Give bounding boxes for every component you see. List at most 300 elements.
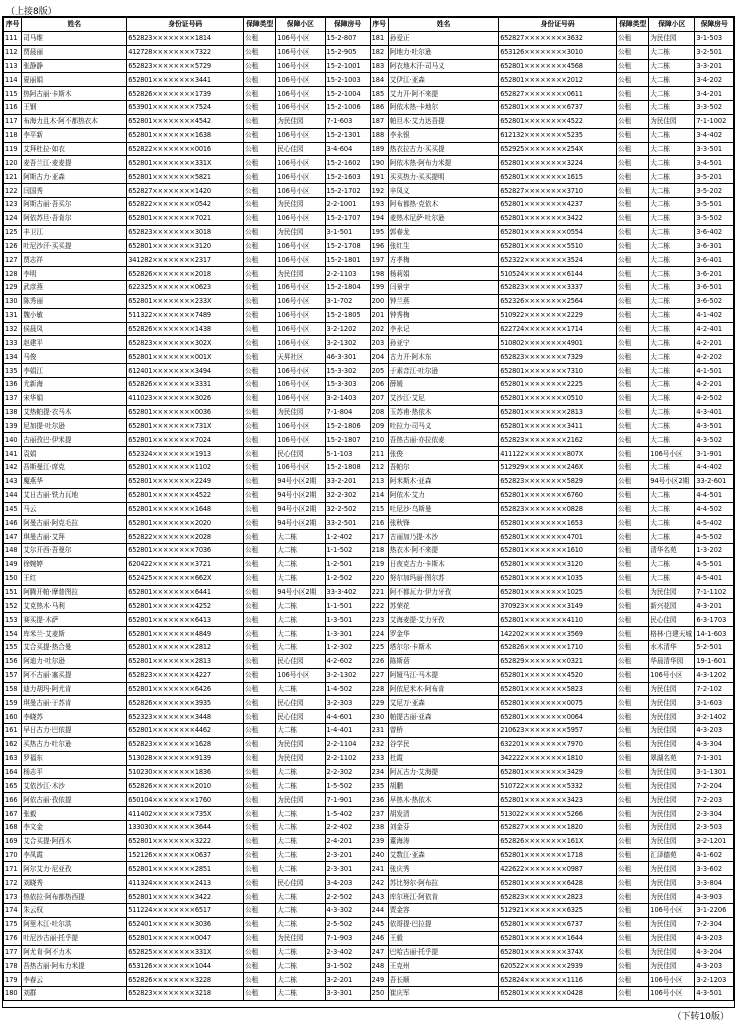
table-cell: 244 <box>370 904 388 918</box>
table-cell: 公租 <box>617 627 649 641</box>
table-cell: 公租 <box>617 710 649 724</box>
col-header: 序号 <box>4 18 22 32</box>
table-cell: 艾合买提·阿西木 <box>22 834 127 848</box>
table-cell: 公租 <box>244 87 276 101</box>
table-cell: 1-5-502 <box>325 779 370 793</box>
table-cell: 652801××××××××4522 <box>127 488 244 502</box>
table-cell: 大二栋 <box>276 682 325 696</box>
table-cell: 113 <box>4 59 22 73</box>
table-cell: 46-3-301 <box>325 350 370 364</box>
table-cell: 15-2-1801 <box>325 253 370 267</box>
col-header: 保障房号 <box>325 18 370 32</box>
table-row <box>4 820 734 834</box>
table-cell: 3-4-402 <box>695 128 734 142</box>
table-cell: 公租 <box>244 544 276 558</box>
table-cell: 214 <box>370 488 388 502</box>
table-row <box>4 848 734 862</box>
table-cell: 为民佳园 <box>276 751 325 765</box>
table-cell: 225 <box>370 640 388 654</box>
table-cell: 167 <box>4 807 22 821</box>
table-cell: 106号小区 <box>276 59 325 73</box>
table-cell: 公租 <box>617 820 649 834</box>
table-cell: 1-4-502 <box>325 682 370 696</box>
table-cell: 141 <box>4 447 22 461</box>
table-cell: 652823××××××××5829 <box>499 474 617 488</box>
table-cell: 张俊 <box>388 447 498 461</box>
table-cell: 2-2-402 <box>325 820 370 834</box>
table-cell: 341282××××××××2317 <box>127 253 244 267</box>
table-cell: 大二栋 <box>276 599 325 613</box>
table-cell: 652829××××××××0321 <box>499 654 617 668</box>
table-cell: 112 <box>4 45 22 59</box>
table-cell: 7-1-903 <box>325 931 370 945</box>
table-cell: 15-2-1602 <box>325 156 370 170</box>
table-cell: 大二栋 <box>649 502 695 516</box>
table-cell: 1-2-402 <box>325 530 370 544</box>
table-cell: 3-5-202 <box>695 184 734 198</box>
table-cell: 128 <box>4 267 22 281</box>
table-row <box>4 87 734 101</box>
table-row <box>4 184 734 198</box>
table-cell: 公租 <box>617 461 649 475</box>
table-cell: 2-3-301 <box>325 862 370 876</box>
table-cell: 武彦燕 <box>22 281 127 295</box>
table-cell: 121 <box>4 170 22 184</box>
table-row <box>4 502 734 516</box>
table-cell: 公租 <box>244 142 276 156</box>
table-cell: 公租 <box>617 890 649 904</box>
table-cell: 15-2-1808 <box>325 461 370 475</box>
table-cell: 公租 <box>244 682 276 696</box>
table-row <box>4 142 734 156</box>
table-cell: 阿斯古丽·吾买尔 <box>22 197 127 211</box>
table-cell: 胡发清 <box>388 807 498 821</box>
table-cell: 652801××××××××1644 <box>499 931 617 945</box>
table-cell: 水木清华 <box>649 640 695 654</box>
table-cell: 公租 <box>244 211 276 225</box>
table-cell: 孙亚宁 <box>388 336 498 350</box>
table-cell: 公租 <box>244 654 276 668</box>
table-cell: 652801××××××××374X <box>499 945 617 959</box>
table-cell: 公租 <box>617 834 649 848</box>
table-cell: 为民佳园 <box>649 834 695 848</box>
table-cell: 233 <box>370 751 388 765</box>
table-row <box>4 945 734 959</box>
table-cell: 120 <box>4 156 22 170</box>
table-cell: 106号小区 <box>276 156 325 170</box>
table-cell: 尼加提·吐尔逊 <box>22 419 127 433</box>
table-cell: 3-6-301 <box>695 239 734 253</box>
table-cell: 新兴花园 <box>649 599 695 613</box>
table-cell: 183 <box>370 59 388 73</box>
table-cell: 94号小区2期 <box>276 474 325 488</box>
table-row <box>4 890 734 904</box>
table-cell: 223 <box>370 613 388 627</box>
table-cell: 2-3-402 <box>325 945 370 959</box>
table-cell: 艾海麦提·艾力牙孜 <box>388 613 498 627</box>
table-cell: 阿布都热·克依木 <box>388 197 498 211</box>
table-cell: 652801××××××××4252 <box>127 599 244 613</box>
table-cell: 3-2-1201 <box>695 834 734 848</box>
table-cell: 4-1-602 <box>695 848 734 862</box>
table-cell: 麦热木尼萨·吐尔逊 <box>388 211 498 225</box>
table-cell: 崔庆军 <box>388 987 498 1001</box>
table-cell: 111 <box>4 31 22 45</box>
table-row <box>4 751 734 765</box>
table-cell: 189 <box>370 142 388 156</box>
table-row <box>4 613 734 627</box>
table-row <box>4 807 734 821</box>
table-cell: 411324××××××××2413 <box>127 876 244 890</box>
table-cell: 211 <box>370 447 388 461</box>
table-cell: 2-2-1102 <box>325 751 370 765</box>
table-cell: 127 <box>4 253 22 267</box>
table-cell: 为民佳园 <box>276 197 325 211</box>
table-cell: 阿依尼米木·阿布肯 <box>388 682 498 696</box>
table-cell: 652801××××××××1610 <box>499 544 617 558</box>
table-cell: 130 <box>4 294 22 308</box>
table-cell: 公租 <box>244 419 276 433</box>
table-cell: 日夜克古力·卡斯木 <box>388 557 498 571</box>
table-cell: 公租 <box>617 156 649 170</box>
table-cell: 公租 <box>244 737 276 751</box>
table-cell: 买买热力·买买提明 <box>388 170 498 184</box>
table-cell: 15-2-807 <box>325 31 370 45</box>
table-row <box>4 834 734 848</box>
table-cell: 1-2-302 <box>325 640 370 654</box>
table-cell: 510802××××××××4901 <box>499 336 617 350</box>
table-cell: 168 <box>4 820 22 834</box>
table-cell: 632201××××××××7970 <box>499 737 617 751</box>
table-cell: 652826××××××××1710 <box>499 640 617 654</box>
table-cell: 公租 <box>244 225 276 239</box>
table-cell: 库尔班江·阿依肯 <box>388 890 498 904</box>
table-cell: 146 <box>4 516 22 530</box>
table-cell: 公租 <box>244 433 276 447</box>
table-cell: 652801××××××××001X <box>127 350 244 364</box>
table-cell: 3-2-501 <box>695 45 734 59</box>
table-cell: 曾桥 <box>388 724 498 738</box>
table-cell: 公租 <box>617 599 649 613</box>
table-cell: 511224××××××××6517 <box>127 904 244 918</box>
table-cell: 李娟江 <box>22 364 127 378</box>
table-cell: 热衣拉古力·买买提 <box>388 142 498 156</box>
table-cell: 238 <box>370 820 388 834</box>
table-cell: 3-2-1402 <box>695 710 734 724</box>
table-cell: 15-2-1805 <box>325 308 370 322</box>
table-cell: 张红生 <box>388 239 498 253</box>
table-cell: 217 <box>370 530 388 544</box>
table-cell: 公租 <box>244 945 276 959</box>
table-cell: 大二栋 <box>276 613 325 627</box>
table-cell: 155 <box>4 640 22 654</box>
table-row <box>4 45 734 59</box>
table-cell: 192 <box>370 184 388 198</box>
table-cell: 杜霞 <box>388 751 498 765</box>
table-cell: 511322××××××××7489 <box>127 308 244 322</box>
table-row <box>4 696 734 710</box>
table-cell: 234 <box>370 765 388 779</box>
table-cell: 3-3-501 <box>695 142 734 156</box>
table-cell: 为民佳园 <box>649 917 695 931</box>
page-header: （上接8版） <box>6 7 57 17</box>
table-cell: 公租 <box>244 474 276 488</box>
table-cell: 袁娟 <box>22 447 127 461</box>
table-cell: 库米兰·艾麦斯 <box>22 627 127 641</box>
table-cell: 33-3-402 <box>325 585 370 599</box>
table-cell: 232 <box>370 737 388 751</box>
table-cell: 翠湖名苑 <box>649 751 695 765</box>
table-cell: 652801××××××××3224 <box>499 156 617 170</box>
table-cell: 民心佳园 <box>649 613 695 627</box>
table-cell: 民心佳园 <box>276 876 325 890</box>
table-cell: 124 <box>4 211 22 225</box>
col-header: 保障房号 <box>695 18 734 32</box>
table-cell: 4-2-602 <box>325 654 370 668</box>
table-cell: 652801××××××××0064 <box>499 710 617 724</box>
table-cell: 652823××××××××2823 <box>499 890 617 904</box>
table-cell: 652822××××××××2028 <box>127 530 244 544</box>
table-cell: 19-1-601 <box>695 654 734 668</box>
table-cell: 为民佳园 <box>276 267 325 281</box>
table-cell: 公租 <box>244 724 276 738</box>
table-cell: 公租 <box>617 59 649 73</box>
table-cell: 652801××××××××7310 <box>499 364 617 378</box>
table-cell: 吐尼沙·乌斯曼 <box>388 502 498 516</box>
table-cell: 117 <box>4 114 22 128</box>
table-cell: 公租 <box>244 862 276 876</box>
table-row <box>4 239 734 253</box>
table-cell: 652801××××××××4568 <box>499 59 617 73</box>
table-cell: 苏荣花 <box>388 599 498 613</box>
table-cell: 1-1-501 <box>325 599 370 613</box>
table-cell: 7-1-901 <box>325 793 370 807</box>
table-row <box>4 31 734 45</box>
table-cell: 249 <box>370 973 388 987</box>
table-cell: 142202××××××××3569 <box>499 627 617 641</box>
table-cell: 106号小区 <box>649 987 695 1001</box>
table-cell: 公租 <box>244 447 276 461</box>
table-cell: 3-2-1202 <box>325 322 370 336</box>
table-cell: 172 <box>4 876 22 890</box>
table-cell: 4-4-402 <box>695 461 734 475</box>
table-cell: 125 <box>4 225 22 239</box>
table-cell: 为民佳园 <box>649 710 695 724</box>
table-cell: 3-1-501 <box>325 225 370 239</box>
table-cell: 魏小敏 <box>22 308 127 322</box>
table-cell: 106号小区 <box>276 294 325 308</box>
table-cell: 652801××××××××0428 <box>499 987 617 1001</box>
table-cell: 174 <box>4 904 22 918</box>
table-cell: 阿地力·吐尔逊 <box>388 45 498 59</box>
table-cell: 刘群 <box>22 987 127 1001</box>
table-cell: 吾帕尔 <box>388 461 498 475</box>
table-cell: 大二栋 <box>276 571 325 585</box>
table-cell: 阿不都瓦力·伊力牙孜 <box>388 585 498 599</box>
table-cell: 139 <box>4 419 22 433</box>
table-cell: 公租 <box>244 239 276 253</box>
table-cell: 652801××××××××6737 <box>499 917 617 931</box>
table-cell: 大二栋 <box>276 904 325 918</box>
table-cell: 公租 <box>617 571 649 585</box>
table-cell: 3-1-1301 <box>695 765 734 779</box>
table-cell: 133030××××××××3644 <box>127 820 244 834</box>
table-cell: 公租 <box>244 627 276 641</box>
table-cell: 3-2-1302 <box>325 336 370 350</box>
table-cell: 205 <box>370 364 388 378</box>
table-cell: 652826××××××××1438 <box>127 322 244 336</box>
table-cell: 106号小区 <box>276 668 325 682</box>
table-cell: 公租 <box>244 377 276 391</box>
table-cell: 大二栋 <box>649 405 695 419</box>
table-cell: 公租 <box>617 862 649 876</box>
table-cell: 公租 <box>617 142 649 156</box>
table-cell: 200 <box>370 294 388 308</box>
table-cell: 106号小区 <box>649 447 695 461</box>
table-cell: 239 <box>370 834 388 848</box>
table-cell: 228 <box>370 682 388 696</box>
table-cell: 魔燕华 <box>22 474 127 488</box>
table-cell: 张庆秀 <box>388 862 498 876</box>
table-cell: 公租 <box>244 516 276 530</box>
table-cell: 652801××××××××6413 <box>127 613 244 627</box>
table-cell: 大二栋 <box>649 281 695 295</box>
table-cell: 公租 <box>244 613 276 627</box>
table-row <box>4 876 734 890</box>
table-row <box>4 585 734 599</box>
table-cell: 106号小区 <box>276 377 325 391</box>
table-cell: 为民佳园 <box>649 793 695 807</box>
table-cell: 大二栋 <box>649 142 695 156</box>
table-cell: 3-1-603 <box>695 696 734 710</box>
table-cell: 144 <box>4 488 22 502</box>
table-cell: 512921××××××××6325 <box>499 904 617 918</box>
table-cell: 622724××××××××1714 <box>499 322 617 336</box>
table-cell: 136 <box>4 377 22 391</box>
table-cell: 公租 <box>244 267 276 281</box>
table-cell: 3-1-2206 <box>695 904 734 918</box>
table-cell: 153 <box>4 613 22 627</box>
table-cell: 帕旦木·艾力达吾提 <box>388 114 498 128</box>
table-cell: 652801××××××××3120 <box>127 239 244 253</box>
table-cell: 古丽加乃提·木沙 <box>388 530 498 544</box>
table-cell: 闫景宇 <box>388 281 498 295</box>
table-cell: 106号小区 <box>276 45 325 59</box>
table-cell: 公租 <box>617 793 649 807</box>
table-cell: 138 <box>4 405 22 419</box>
table-cell: 公租 <box>244 405 276 419</box>
page-footer: （下转10版） <box>672 1012 729 1022</box>
table-cell: 106号小区 <box>276 433 325 447</box>
table-cell: 吐尼沙汗·买买提 <box>22 239 127 253</box>
table-cell: 4-3-304 <box>695 737 734 751</box>
table-cell: 为民佳园 <box>276 114 325 128</box>
table-cell: 公租 <box>244 931 276 945</box>
table-cell: 李永记 <box>388 322 498 336</box>
table-cell: 塔尔尔·卡斯木 <box>388 640 498 654</box>
table-cell: 106号小区 <box>276 391 325 405</box>
table-cell: 3-6-401 <box>695 253 734 267</box>
table-cell: 14-1-603 <box>695 627 734 641</box>
table-cell: 197 <box>370 253 388 267</box>
table-cell: 221 <box>370 585 388 599</box>
table-cell: 157 <box>4 668 22 682</box>
table-cell: 3-2-1403 <box>325 391 370 405</box>
table-cell: 2-2-302 <box>325 765 370 779</box>
table-cell: 公租 <box>617 45 649 59</box>
table-cell: 为民佳园 <box>649 696 695 710</box>
table-row <box>4 530 734 544</box>
table-cell: 阿里木江·吐尔洪 <box>22 917 127 931</box>
table-cell: 173 <box>4 890 22 904</box>
col-header: 姓名 <box>388 18 498 32</box>
table-cell: 大二栋 <box>276 917 325 931</box>
table-cell: 贾志祥 <box>22 253 127 267</box>
table-cell: 653901××××××××7524 <box>127 101 244 115</box>
table-cell: 为民佳园 <box>276 793 325 807</box>
table-row <box>4 987 734 1001</box>
table-cell: 620422××××××××3721 <box>127 557 244 571</box>
table-cell: 652824××××××××1116 <box>499 973 617 987</box>
table-row <box>4 419 734 433</box>
table-row <box>4 627 734 641</box>
table-cell: 513028××××××××9139 <box>127 751 244 765</box>
table-cell: 艾克热木·马利 <box>22 599 127 613</box>
table-cell: 大二栋 <box>276 724 325 738</box>
table-cell: 大二栋 <box>649 45 695 59</box>
table-cell: 152126××××××××0637 <box>127 848 244 862</box>
table-cell: 公租 <box>617 945 649 959</box>
table-cell: 652801××××××××2812 <box>127 640 244 654</box>
table-cell: 106号小区 <box>649 973 695 987</box>
table-cell: 阿依木热·阿布力米提 <box>388 156 498 170</box>
table-cell: 大二栋 <box>649 87 695 101</box>
table-cell: 4-4-502 <box>695 502 734 516</box>
table-cell: 2-2-1104 <box>325 737 370 751</box>
table-cell: 为民佳园 <box>649 765 695 779</box>
table-cell: 116 <box>4 101 22 115</box>
table-cell: 公租 <box>244 807 276 821</box>
table-cell: 513022××××××××5266 <box>499 807 617 821</box>
table-cell: 201 <box>370 308 388 322</box>
table-cell: 公租 <box>617 876 649 890</box>
table-cell: 194 <box>370 211 388 225</box>
table-cell: 大二栋 <box>649 294 695 308</box>
table-cell: 郭春龙 <box>388 225 498 239</box>
table-cell: 买热古力·吐尔逊 <box>22 737 127 751</box>
table-cell: 公租 <box>244 834 276 848</box>
table-row <box>4 973 734 987</box>
table-cell: 艾尼万·亚森 <box>388 696 498 710</box>
table-cell: 243 <box>370 890 388 904</box>
table-cell: 222 <box>370 599 388 613</box>
table-cell: 652801××××××××0075 <box>499 696 617 710</box>
table-cell: 148 <box>4 544 22 558</box>
table-cell: 公租 <box>244 114 276 128</box>
table-cell: 大二栋 <box>649 197 695 211</box>
table-row <box>4 391 734 405</box>
table-cell: 公租 <box>244 336 276 350</box>
table-row <box>4 211 734 225</box>
table-cell: 150 <box>4 571 22 585</box>
table-cell: 钟兰燕 <box>388 294 498 308</box>
table-cell: 李永银 <box>388 128 498 142</box>
table-cell: 公租 <box>244 31 276 45</box>
table-cell: 15-2-1603 <box>325 170 370 184</box>
table-cell: 652801××××××××2813 <box>127 654 244 668</box>
table-cell: 227 <box>370 668 388 682</box>
table-cell: 132 <box>4 322 22 336</box>
